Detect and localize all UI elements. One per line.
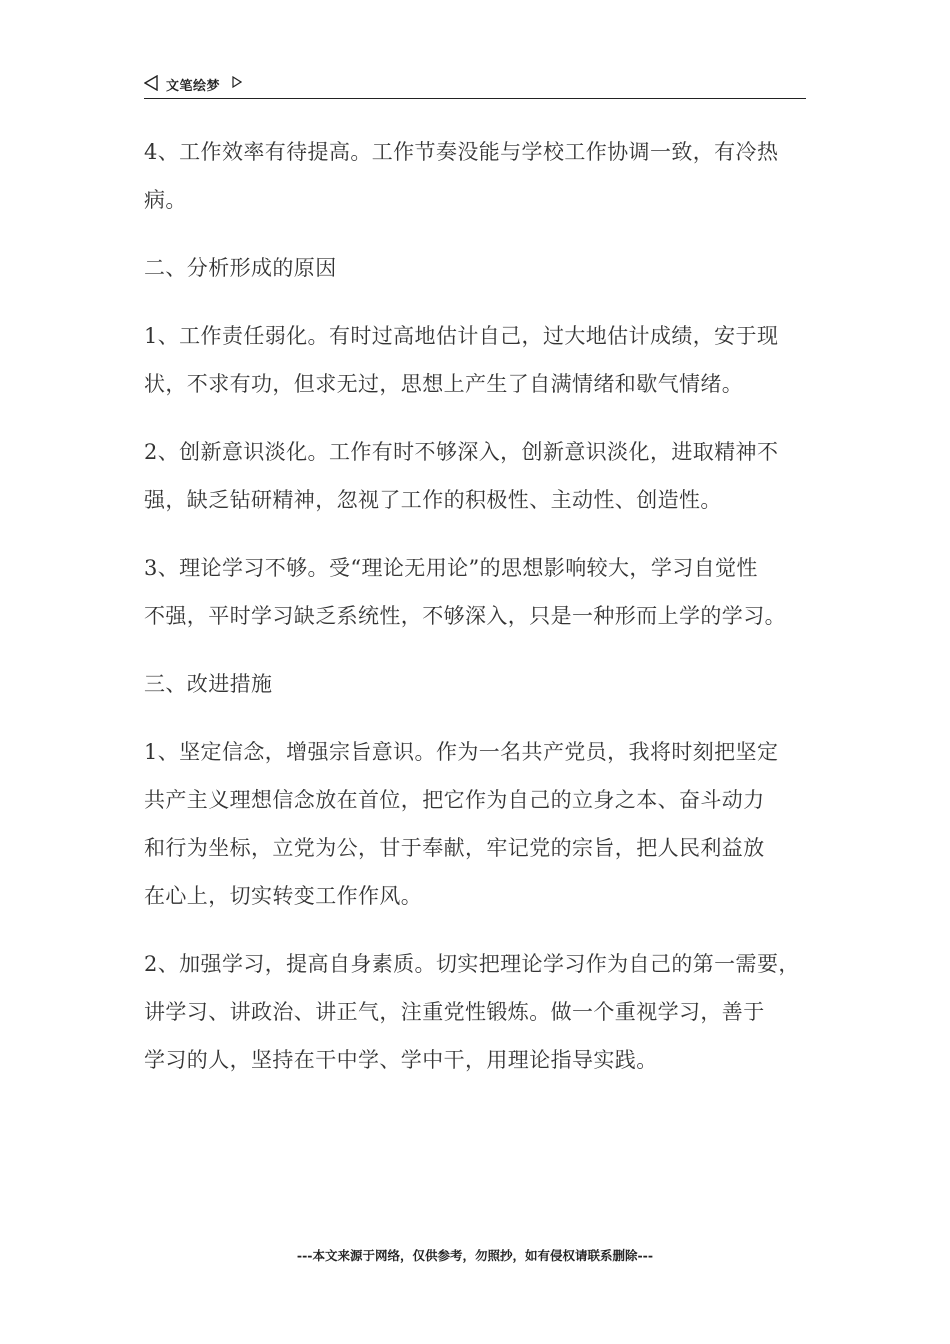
section-heading	[144, 660, 810, 708]
text-line: 病。	[144, 188, 187, 212]
section-heading	[144, 244, 810, 292]
page-footer: ---本文来源于网络，仅供参考，勿照抄，如有侵权请联系删除---	[296, 1248, 654, 1263]
text-line: 三、改进措施	[144, 672, 273, 696]
text-line: 共产主义理想信念放在首位，把它作为自己的立身之本、奋斗动力	[144, 788, 765, 812]
paragraph	[144, 128, 810, 224]
paragraph	[144, 940, 810, 1084]
page-header	[144, 72, 806, 99]
text-line: 4、工作效率有待提高。工作节奏没能与学校工作协调一致，有冷热	[144, 140, 779, 164]
text-line: 学习的人，坚持在干中学、学中干，用理论指导实践。	[144, 1048, 658, 1072]
document-body	[144, 128, 810, 1104]
text-line: 二、分析形成的原因	[144, 256, 337, 280]
text-line: 不强，平时学习缺乏系统性，不够深入，只是一种形而上学的学习。	[144, 604, 786, 628]
text-line: 讲学习、讲政治、讲正气，注重党性锻炼。做一个重视学习，善于	[144, 1000, 765, 1024]
text-line: 状，不求有功，但求无过，思想上产生了自满情绪和歇气情绪。	[144, 372, 744, 396]
text-line: 1、工作责任弱化。有时过高地估计自己，过大地估计成绩，安于现	[144, 324, 779, 348]
paragraph	[144, 544, 810, 640]
text-line: 2、加强学习，提高自身素质。切实把理论学习作为自己的第一需要，	[144, 952, 800, 976]
paragraph	[144, 728, 810, 920]
paragraph	[144, 312, 810, 408]
text-line: 在心上，切实转变工作作风。	[144, 884, 423, 908]
header-brand: 文笔绘梦	[166, 79, 221, 94]
paragraph	[144, 428, 810, 524]
text-line: 2、创新意识淡化。工作有时不够深入，创新意识淡化，进取精神不	[144, 440, 779, 464]
text-line: 1、坚定信念，增强宗旨意识。作为一名共产党员，我将时刻把坚定	[144, 740, 779, 764]
text-line: 3、理论学习不够。受“理论无用论”的思想影响较大，学习自觉性	[144, 556, 758, 580]
triangle-left-icon	[144, 75, 158, 91]
text-line: 强，缺乏钻研精神，忽视了工作的积极性、主动性、创造性。	[144, 488, 722, 512]
text-line: 和行为坐标，立党为公，甘于奉献，牢记党的宗旨，把人民利益放	[144, 836, 765, 860]
triangle-right-icon	[232, 76, 242, 88]
